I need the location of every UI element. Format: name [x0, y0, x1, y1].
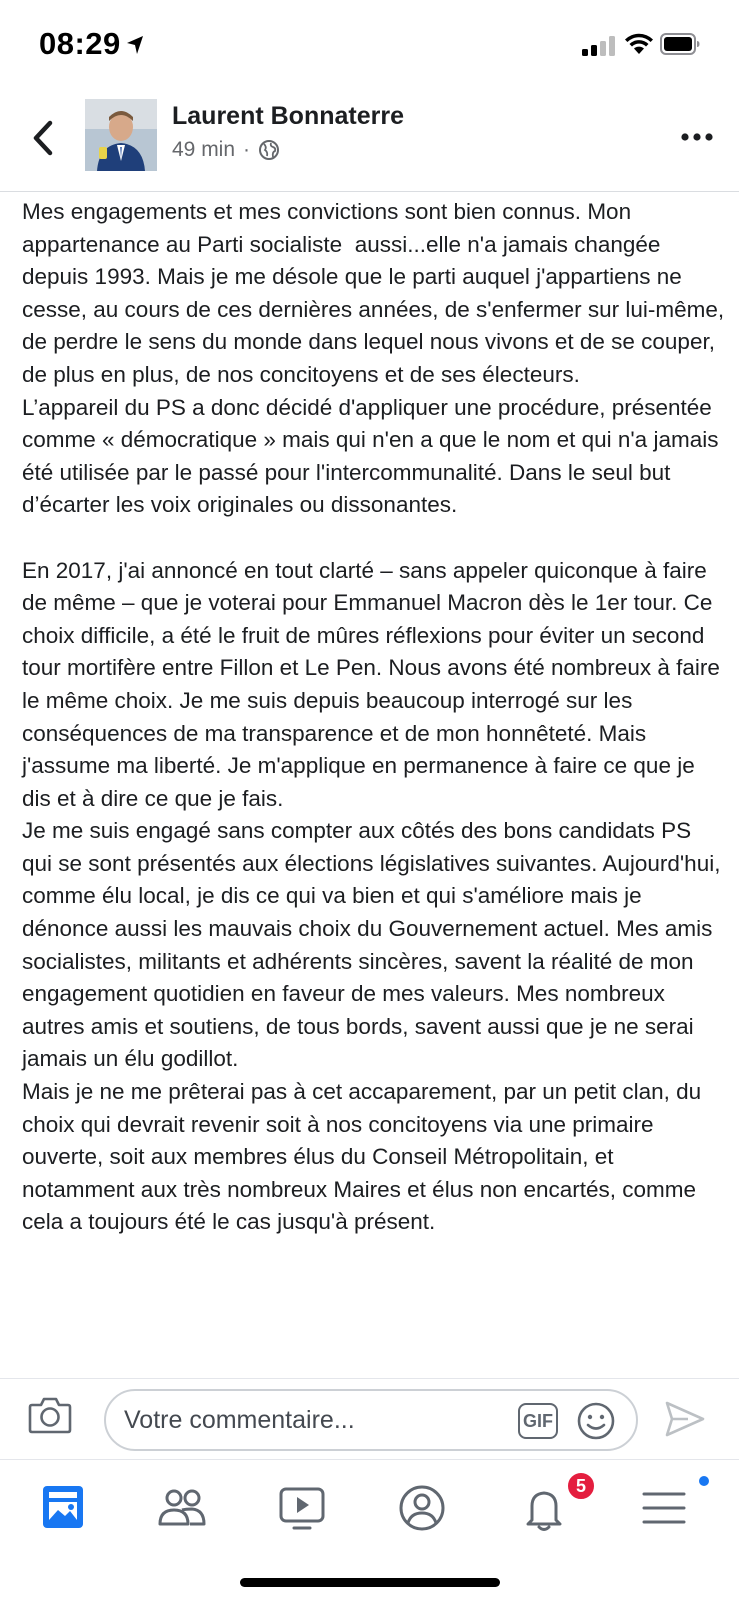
profile-icon[interactable]: [392, 1478, 452, 1538]
post-body: [22, 196, 731, 1376]
news-feed-icon[interactable]: [38, 1478, 98, 1538]
post-paragraph: L’appareil du PS a donc décidé d'appliquer une procédure, présentée comme « démocratique » mais qui n'en a que le nom et qui n'a jamais été utilisée par le passé pour l'intercommunalité. Dans le seul but d’écarter les voix originales ou dissonantes.: [22, 394, 725, 518]
watch-icon[interactable]: [272, 1478, 332, 1538]
emoji-icon[interactable]: [576, 1401, 616, 1441]
signal-icon: [582, 36, 616, 56]
camera-icon[interactable]: [28, 1395, 72, 1435]
status-time: 08:29: [39, 26, 121, 61]
meta-separator: ·: [243, 138, 251, 161]
comment-input[interactable]: [124, 1401, 504, 1439]
status-bar: [0, 0, 739, 92]
location-arrow-icon: [126, 35, 144, 55]
wifi-icon: [624, 33, 654, 55]
send-icon[interactable]: [664, 1399, 706, 1439]
author-name[interactable]: Laurent Bonnaterre: [172, 102, 404, 130]
globe-icon: [258, 139, 280, 161]
post-time[interactable]: 49 min: [172, 138, 236, 161]
friends-icon[interactable]: [152, 1478, 212, 1538]
paragraph-spacer: [22, 522, 727, 555]
notifications-icon[interactable]: [514, 1478, 574, 1538]
menu-icon[interactable]: [634, 1478, 694, 1538]
author-avatar[interactable]: [85, 99, 157, 171]
post-paragraph: Mes engagements et mes convictions sont bien connus. Mon appartenance au Parti socialiste aussi...elle n'a jamais changée depuis 1993. Mais je me désole que le parti auquel j'appartiens ne cesse, au cours de ces dernières années, de s'enfermer sur lui-même, de perdre le sens du monde dans lequel nous vivons et de se couper, de plus en plus, de nos concitoyens et de ses électeurs.: [22, 199, 731, 387]
comment-bar: [0, 1378, 739, 1460]
more-dots-icon[interactable]: [680, 130, 714, 144]
post-paragraph: Mais je ne me prêterai pas à cet accaparement, par un petit clan, du choix qui devrait revenir soit à nos concitoyens via une primaire ouverte, soit aux membres élus du Conseil Métropolitain, et notamment aux très nombreux Maires et élus non encartés, comme cela a toujours été le cas jusqu'à présent.: [22, 1079, 708, 1235]
battery-icon: [660, 33, 700, 55]
comment-field[interactable]: [104, 1389, 638, 1451]
notifications-badge: 5: [566, 1471, 596, 1501]
back-button[interactable]: [28, 118, 58, 158]
home-indicator[interactable]: [240, 1578, 500, 1587]
menu-notification-dot: [697, 1474, 711, 1488]
avatar-photo: [85, 99, 157, 171]
post-paragraph: En 2017, j'ai annoncé en tout clarté – sans appeler quiconque à faire de même – que je voterai pour Emmanuel Macron dès le 1er tour. Ce choix difficile, a été le fruit de mûres réflexions pour éviter un second tour mortifère entre Fillon et Le Pen. Nous avons été nombreux à faire le même choix. Je me suis depuis beaucoup interrogé sur les conséquences de ma transparence et de mon honnêteté. Mais j'assume ma liberté. Je m'applique en permanence à faire ce que je dis et à dire ce que je fais.: [22, 557, 727, 811]
post-paragraph: Je me suis engagé sans compter aux côtés des bons candidats PS qui se sont présentés aux élections législatives suivantes. Aujourd'hui, comme élu local, je dis ce qui va bien et qui s'améliore mais je dénonce aussi les mauvais choix du Gouvernement actuel. Mes amis socialistes, militants et adhérents sincères, savent la réalité de mon engagement quotidien en faveur de mes valeurs. Mes nombreux autres amis et soutiens, de tous bords, savent aussi que je ne serai jamais un élu godillot.: [22, 818, 727, 1072]
gif-button[interactable]: GIF: [518, 1403, 558, 1439]
post-header: [0, 92, 739, 192]
post-meta: [172, 138, 280, 162]
